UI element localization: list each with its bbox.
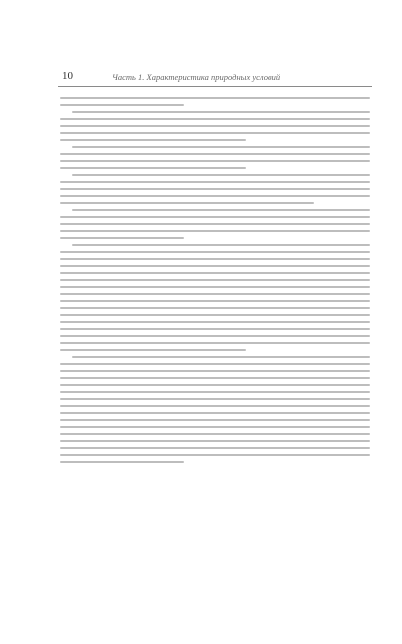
paragraph-3 [60,146,370,169]
paragraph-5 [60,209,370,239]
paragraph-7 [60,356,370,463]
page-number: 10 [62,70,73,82]
text-column [60,92,370,468]
paragraph-2 [60,111,370,141]
paragraph-6 [60,244,370,351]
paragraph-1 [60,97,370,106]
paragraph-4 [60,174,370,204]
running-head: Часть 1. Характеристика природных условий [112,72,281,82]
header-rule [58,86,372,87]
